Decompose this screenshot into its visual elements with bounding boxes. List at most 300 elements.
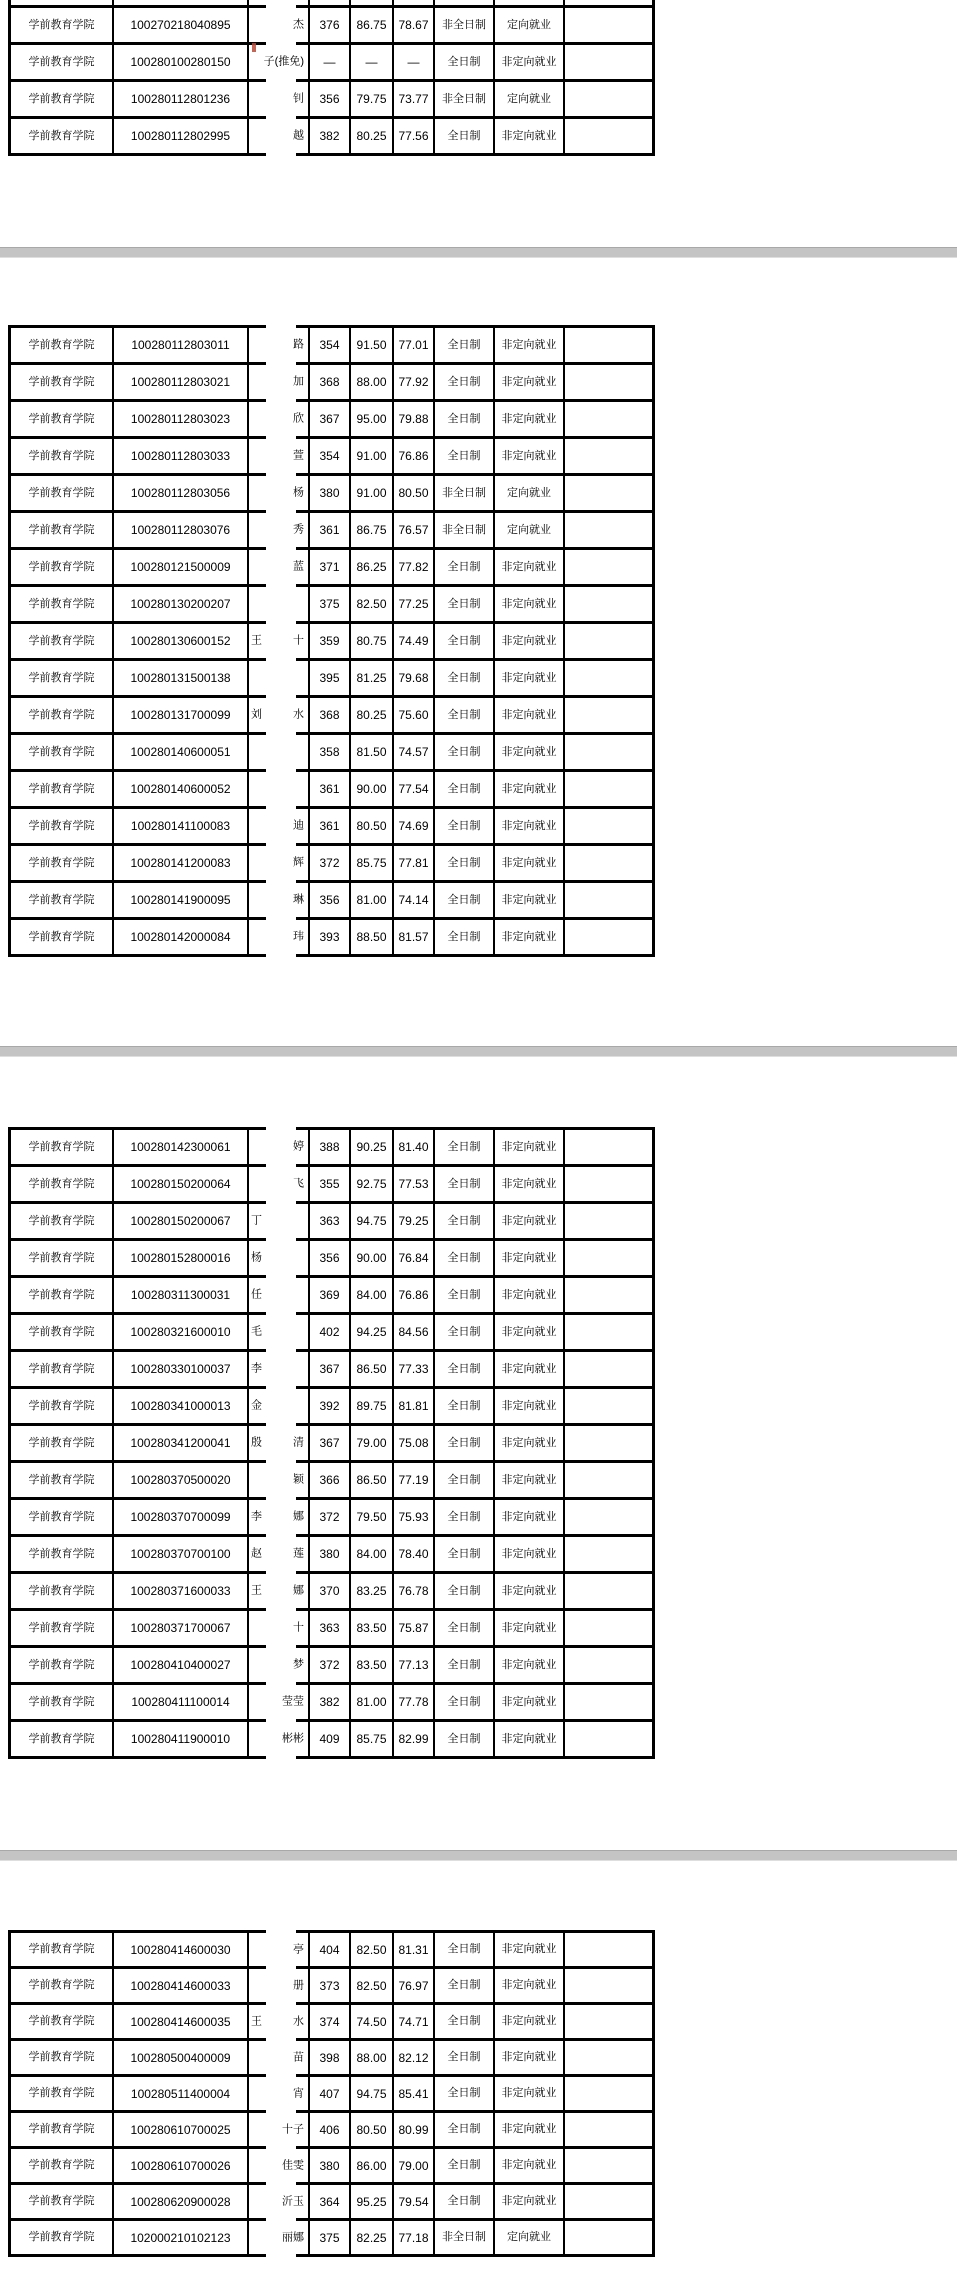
- college-cell: 学前教育学院: [11, 439, 114, 473]
- table-row: [11, 2077, 652, 2113]
- college-cell: 学前教育学院: [11, 1500, 114, 1534]
- table-row: [11, 2221, 652, 2254]
- table-row: [11, 1648, 652, 1685]
- initial-score-cell: 404: [310, 1933, 351, 1966]
- employment-type-cell: 非定向就业: [495, 661, 565, 695]
- candidate-id-cell: 100280112801236: [114, 82, 249, 116]
- study-mode-cell: 全日制: [435, 2041, 495, 2074]
- employment-type-cell: 非定向就业: [495, 1574, 565, 1608]
- name-fragment-right: 迪: [293, 819, 304, 832]
- study-mode-cell: 全日制: [435, 550, 495, 584]
- candidate-id-cell: 100280371600033: [114, 1574, 249, 1608]
- table-row: [11, 1241, 652, 1278]
- remark-cell: [565, 328, 636, 362]
- study-mode-cell: 全日制: [435, 1611, 495, 1645]
- total-score-cell: 81.57: [394, 920, 435, 954]
- table-row: [11, 1463, 652, 1500]
- initial-score-cell: 372: [310, 1500, 351, 1534]
- candidate-id-cell: 100280411900010: [114, 1722, 249, 1756]
- initial-score-cell: 369: [310, 1278, 351, 1312]
- page-separator: [0, 1046, 957, 1057]
- study-mode-cell: 全日制: [435, 1278, 495, 1312]
- total-score-cell: 74.71: [394, 2005, 435, 2038]
- remark-cell: [565, 2041, 636, 2074]
- candidate-id-cell: 100280370700099: [114, 1500, 249, 1534]
- employment-type-cell: 非定向就业: [495, 698, 565, 732]
- study-mode-cell: 非全日制: [435, 2221, 495, 2254]
- retest-score-cell: 89.75: [351, 1389, 394, 1423]
- study-mode-cell: 全日制: [435, 1352, 495, 1386]
- initial-score-cell: 368: [310, 698, 351, 732]
- remark-cell: [565, 1933, 636, 1966]
- college-cell: 学前教育学院: [11, 1969, 114, 2002]
- retest-score-cell: 84.00: [351, 1278, 394, 1312]
- table-row: [11, 809, 652, 846]
- table-row: [11, 513, 652, 550]
- study-mode-cell: 全日制: [435, 2077, 495, 2110]
- initial-score-cell: 392: [310, 1389, 351, 1423]
- table-row: [11, 1315, 652, 1352]
- initial-score-cell: 364: [310, 2185, 351, 2218]
- remark-cell: [565, 82, 636, 116]
- remark-cell: [565, 1722, 636, 1756]
- retest-score-cell: 91.50: [351, 328, 394, 362]
- total-score-cell: 77.54: [394, 772, 435, 806]
- table-row: [11, 82, 652, 119]
- candidate-id-cell: 100280410400027: [114, 1648, 249, 1682]
- name-fragment-right: 十: [293, 1621, 304, 1634]
- study-mode-cell: 全日制: [435, 1574, 495, 1608]
- remark-cell: [565, 1685, 636, 1719]
- study-mode-cell: 全日制: [435, 698, 495, 732]
- candidate-id-cell: 100280100280150: [114, 45, 249, 79]
- name-fragment-left: 李: [251, 1362, 262, 1375]
- employment-type-cell: 非定向就业: [495, 1648, 565, 1682]
- total-score-cell: 77.53: [394, 1167, 435, 1201]
- study-mode-cell: 全日制: [435, 624, 495, 658]
- retest-score-cell: 94.75: [351, 1204, 394, 1238]
- retest-score-cell: 86.50: [351, 1352, 394, 1386]
- total-score-cell: 82.99: [394, 1722, 435, 1756]
- name-fragment-left: 王: [251, 634, 262, 647]
- employment-type-cell: 非定向就业: [495, 1611, 565, 1645]
- table-row: [11, 1204, 652, 1241]
- remark-cell: [565, 1278, 636, 1312]
- study-mode-cell: 非全日制: [435, 82, 495, 116]
- table-row: [11, 439, 652, 476]
- remark-cell: [565, 1969, 636, 2002]
- table-row: [11, 661, 652, 698]
- name-fragment-right: 辉: [293, 856, 304, 869]
- college-cell: [11, 0, 114, 5]
- remark-cell: [565, 1537, 636, 1571]
- total-score-cell: 74.49: [394, 624, 435, 658]
- college-cell: 学前教育学院: [11, 624, 114, 658]
- total-score-cell: 75.93: [394, 1500, 435, 1534]
- study-mode-cell: 全日制: [435, 2005, 495, 2038]
- retest-score-cell: 81.00: [351, 883, 394, 917]
- candidate-id-cell: 100280140600052: [114, 772, 249, 806]
- college-cell: 学前教育学院: [11, 82, 114, 116]
- initial-score-cell: 382: [310, 119, 351, 153]
- table-row: [11, 1278, 652, 1315]
- total-score-cell: 77.33: [394, 1352, 435, 1386]
- college-cell: 学前教育学院: [11, 1685, 114, 1719]
- employment-type-cell: 非定向就业: [495, 1933, 565, 1966]
- employment-type-cell: 非定向就业: [495, 1278, 565, 1312]
- remark-cell: [565, 0, 636, 5]
- remark-cell: [565, 45, 636, 79]
- name-fragment-right: 加: [293, 375, 304, 388]
- table-row: [11, 920, 652, 954]
- name-fragment-right: 玮: [293, 930, 304, 943]
- redaction-overlay: [266, 0, 296, 162]
- initial-score-cell: [310, 0, 351, 5]
- total-score-cell: 79.54: [394, 2185, 435, 2218]
- retest-score-cell: 82.50: [351, 1969, 394, 2002]
- retest-score-cell: 86.75: [351, 513, 394, 547]
- college-cell: 学前教育学院: [11, 328, 114, 362]
- candidate-id-cell: 100280411100014: [114, 1685, 249, 1719]
- employment-type-cell: 非定向就业: [495, 2041, 565, 2074]
- initial-score-cell: 371: [310, 550, 351, 584]
- page-separator: [0, 1850, 957, 1861]
- name-fragment-right: 子(推免): [263, 55, 304, 68]
- retest-score-cell: 79.50: [351, 1500, 394, 1534]
- candidate-id-cell: 100280414600033: [114, 1969, 249, 2002]
- study-mode-cell: 全日制: [435, 587, 495, 621]
- candidate-id-cell: 100280141900095: [114, 883, 249, 917]
- name-fragment-right: 苗: [293, 2051, 304, 2063]
- retest-score-cell: 94.75: [351, 2077, 394, 2110]
- candidate-id-cell: 100280311300031: [114, 1278, 249, 1312]
- study-mode-cell: 全日制: [435, 439, 495, 473]
- candidate-id-cell: 100280130600152: [114, 624, 249, 658]
- employment-type-cell: 非定向就业: [495, 1389, 565, 1423]
- study-mode-cell: 全日制: [435, 1130, 495, 1164]
- total-score-cell: 75.60: [394, 698, 435, 732]
- total-score-cell: 79.00: [394, 2149, 435, 2182]
- study-mode-cell: 非全日制: [435, 476, 495, 510]
- name-fragment-right: 杰: [293, 18, 304, 31]
- candidate-id-cell: 100280370500020: [114, 1463, 249, 1497]
- retest-score-cell: 80.50: [351, 809, 394, 843]
- initial-score-cell: 359: [310, 624, 351, 658]
- candidate-id-cell: 100280141100083: [114, 809, 249, 843]
- college-cell: 学前教育学院: [11, 735, 114, 769]
- college-cell: 学前教育学院: [11, 45, 114, 79]
- study-mode-cell: 全日制: [435, 1722, 495, 1756]
- total-score-cell: 76.97: [394, 1969, 435, 2002]
- name-fragment-right: 十: [293, 634, 304, 647]
- college-cell: 学前教育学院: [11, 365, 114, 399]
- total-score-cell: [394, 0, 435, 5]
- employment-type-cell: 非定向就业: [495, 1685, 565, 1719]
- study-mode-cell: 全日制: [435, 2185, 495, 2218]
- initial-score-cell: 361: [310, 809, 351, 843]
- remark-cell: [565, 809, 636, 843]
- remark-cell: [565, 513, 636, 547]
- candidate-id-cell: 100280112803033: [114, 439, 249, 473]
- retest-score-cell: 88.00: [351, 2041, 394, 2074]
- initial-score-cell: 368: [310, 365, 351, 399]
- employment-type-cell: 非定向就业: [495, 1722, 565, 1756]
- college-cell: 学前教育学院: [11, 698, 114, 732]
- initial-score-cell: 361: [310, 772, 351, 806]
- name-fragment-right: 丽娜: [282, 2231, 304, 2243]
- table-row: [11, 1933, 652, 1969]
- redaction-overlay: [266, 1121, 296, 1765]
- total-score-cell: 76.78: [394, 1574, 435, 1608]
- total-score-cell: 73.77: [394, 82, 435, 116]
- study-mode-cell: 全日制: [435, 883, 495, 917]
- total-score-cell: 78.40: [394, 1537, 435, 1571]
- retest-score-cell: 92.75: [351, 1167, 394, 1201]
- initial-score-cell: 354: [310, 439, 351, 473]
- college-cell: 学前教育学院: [11, 1574, 114, 1608]
- table-row: [11, 2113, 652, 2149]
- initial-score-cell: 363: [310, 1611, 351, 1645]
- study-mode-cell: 全日制: [435, 1933, 495, 1966]
- remark-cell: [565, 1389, 636, 1423]
- candidate-id-cell: 100270218040895: [114, 8, 249, 42]
- total-score-cell: 77.56: [394, 119, 435, 153]
- remark-cell: [565, 2221, 636, 2254]
- remark-cell: [565, 698, 636, 732]
- study-mode-cell: 全日制: [435, 1389, 495, 1423]
- college-cell: 学前教育学院: [11, 1315, 114, 1349]
- remark-cell: [565, 1611, 636, 1645]
- table-row: [11, 1500, 652, 1537]
- total-score-cell: 82.12: [394, 2041, 435, 2074]
- total-score-cell: 79.68: [394, 661, 435, 695]
- study-mode-cell: 全日制: [435, 1315, 495, 1349]
- initial-score-cell: 409: [310, 1722, 351, 1756]
- name-fragment-left: 刘: [251, 708, 262, 721]
- study-mode-cell: 非全日制: [435, 513, 495, 547]
- remark-cell: [565, 550, 636, 584]
- retest-score-cell: 80.75: [351, 624, 394, 658]
- remark-cell: [565, 2113, 636, 2146]
- retest-score-cell: 84.00: [351, 1537, 394, 1571]
- candidate-id-cell: 100280330100037: [114, 1352, 249, 1386]
- name-fragment-right: 萱: [293, 449, 304, 462]
- remark-cell: [565, 365, 636, 399]
- total-score-cell: 78.67: [394, 8, 435, 42]
- name-fragment-left: 丁: [251, 1214, 262, 1227]
- candidate-id-cell: 100280414600030: [114, 1933, 249, 1966]
- table-row: [11, 2005, 652, 2041]
- retest-score-cell: 85.75: [351, 846, 394, 880]
- candidate-id-cell: 100280121500009: [114, 550, 249, 584]
- employment-type-cell: 非定向就业: [495, 439, 565, 473]
- table-row: [11, 1389, 652, 1426]
- retest-score-cell: 79.00: [351, 1426, 394, 1460]
- initial-score-cell: 406: [310, 2113, 351, 2146]
- retest-score-cell: 85.75: [351, 1722, 394, 1756]
- retest-score-cell: 86.50: [351, 1463, 394, 1497]
- college-cell: 学前教育学院: [11, 2077, 114, 2110]
- employment-type-cell: 非定向就业: [495, 920, 565, 954]
- employment-type-cell: 非定向就业: [495, 45, 565, 79]
- remark-cell: [565, 2005, 636, 2038]
- retest-score-cell: 82.50: [351, 587, 394, 621]
- candidate-id-cell: 100280610700025: [114, 2113, 249, 2146]
- total-score-cell: 76.57: [394, 513, 435, 547]
- initial-score-cell: 402: [310, 1315, 351, 1349]
- employment-type-cell: 非定向就业: [495, 1463, 565, 1497]
- retest-score-cell: 79.75: [351, 82, 394, 116]
- candidate-id-cell: 100280610700026: [114, 2149, 249, 2182]
- college-cell: 学前教育学院: [11, 2221, 114, 2254]
- college-cell: 学前教育学院: [11, 1204, 114, 1238]
- initial-score-cell: 355: [310, 1167, 351, 1201]
- college-cell: 学前教育学院: [11, 1537, 114, 1571]
- study-mode-cell: 全日制: [435, 365, 495, 399]
- college-cell: 学前教育学院: [11, 402, 114, 436]
- retest-score-cell: 81.00: [351, 1685, 394, 1719]
- college-cell: 学前教育学院: [11, 2005, 114, 2038]
- retest-score-cell: 91.00: [351, 476, 394, 510]
- retest-score-cell: 88.50: [351, 920, 394, 954]
- employment-type-cell: 非定向就业: [495, 1130, 565, 1164]
- employment-type-cell: 非定向就业: [495, 772, 565, 806]
- study-mode-cell: 全日制: [435, 772, 495, 806]
- name-fragment-left: 杨: [251, 1251, 262, 1264]
- candidate-id-cell: 102000210102123: [114, 2221, 249, 2254]
- candidate-id-cell: 100280131500138: [114, 661, 249, 695]
- table-row: [11, 772, 652, 809]
- total-score-cell: 77.81: [394, 846, 435, 880]
- employment-type-cell: 非定向就业: [495, 328, 565, 362]
- candidate-id-cell: 100280142000084: [114, 920, 249, 954]
- name-fragment-right: 蓝: [293, 560, 304, 573]
- retest-score-cell: 80.25: [351, 698, 394, 732]
- retest-score-cell: 81.50: [351, 735, 394, 769]
- candidate-id-cell: 100280112802995: [114, 119, 249, 153]
- initial-score-cell: 367: [310, 1426, 351, 1460]
- table-row: [11, 365, 652, 402]
- initial-score-cell: 356: [310, 1241, 351, 1275]
- college-cell: 学前教育学院: [11, 846, 114, 880]
- name-fragment-right: 莲: [293, 1547, 304, 1560]
- employment-type-cell: 非定向就业: [495, 119, 565, 153]
- remark-cell: [565, 1167, 636, 1201]
- employment-type-cell: 非定向就业: [495, 402, 565, 436]
- study-mode-cell: 全日制: [435, 735, 495, 769]
- initial-score-cell: 367: [310, 402, 351, 436]
- admission-table-page-3: [8, 1127, 655, 1759]
- total-score-cell: 77.92: [394, 365, 435, 399]
- study-mode-cell: 全日制: [435, 1204, 495, 1238]
- page-separator: [0, 247, 957, 258]
- remark-cell: [565, 2149, 636, 2182]
- initial-score-cell: 393: [310, 920, 351, 954]
- admission-table-page-1: [8, 0, 655, 156]
- name-fragment-right: 娜: [293, 1510, 304, 1523]
- initial-score-cell: 374: [310, 2005, 351, 2038]
- admission-table-page-2: [8, 325, 655, 957]
- college-cell: 学前教育学院: [11, 883, 114, 917]
- table-row: [11, 1167, 652, 1204]
- study-mode-cell: 全日制: [435, 661, 495, 695]
- total-score-cell: 77.18: [394, 2221, 435, 2254]
- remark-cell: [565, 119, 636, 153]
- redaction-overlay: [266, 1924, 296, 2263]
- employment-type-cell: 非定向就业: [495, 365, 565, 399]
- table-row: [11, 2041, 652, 2077]
- name-fragment-left: 殷: [251, 1436, 262, 1449]
- name-fragment-right: 杨: [293, 486, 304, 499]
- employment-type-cell: [495, 0, 565, 5]
- employment-type-cell: 非定向就业: [495, 2113, 565, 2146]
- initial-score-cell: 363: [310, 1204, 351, 1238]
- table-row: [11, 624, 652, 661]
- retest-score-cell: 90.25: [351, 1130, 394, 1164]
- initial-score-cell: 358: [310, 735, 351, 769]
- name-fragment-right: 梦: [293, 1658, 304, 1671]
- name-fragment-right: 娜: [293, 1584, 304, 1597]
- table-row: [11, 45, 652, 82]
- study-mode-cell: 全日制: [435, 328, 495, 362]
- name-fragment-right: 册: [293, 1979, 304, 1991]
- retest-score-cell: 80.25: [351, 119, 394, 153]
- candidate-id-cell: [114, 0, 249, 5]
- total-score-cell: 81.40: [394, 1130, 435, 1164]
- employment-type-cell: 定向就业: [495, 82, 565, 116]
- college-cell: 学前教育学院: [11, 1722, 114, 1756]
- candidate-id-cell: 100280142300061: [114, 1130, 249, 1164]
- name-fragment-right: 彬彬: [282, 1732, 304, 1745]
- table-row: [11, 1685, 652, 1722]
- total-score-cell: 74.14: [394, 883, 435, 917]
- study-mode-cell: 全日制: [435, 920, 495, 954]
- employment-type-cell: 非定向就业: [495, 809, 565, 843]
- employment-type-cell: 非定向就业: [495, 846, 565, 880]
- table-row: [11, 587, 652, 624]
- initial-score-cell: 370: [310, 1574, 351, 1608]
- employment-type-cell: 定向就业: [495, 513, 565, 547]
- name-fragment-right: 琳: [293, 893, 304, 906]
- employment-type-cell: 非定向就业: [495, 550, 565, 584]
- name-fragment-right: 路: [293, 338, 304, 351]
- employment-type-cell: 非定向就业: [495, 1352, 565, 1386]
- college-cell: 学前教育学院: [11, 772, 114, 806]
- initial-score-cell: 375: [310, 587, 351, 621]
- employment-type-cell: 非定向就业: [495, 2077, 565, 2110]
- total-score-cell: 74.69: [394, 809, 435, 843]
- remark-cell: [565, 624, 636, 658]
- name-fragment-left: 王: [251, 1584, 262, 1597]
- name-fragment-right: 婷: [293, 1140, 304, 1153]
- redaction-overlay: [266, 319, 296, 963]
- study-mode-cell: 全日制: [435, 119, 495, 153]
- study-mode-cell: 全日制: [435, 1500, 495, 1534]
- college-cell: 学前教育学院: [11, 513, 114, 547]
- name-fragment-right: 清: [293, 1436, 304, 1449]
- candidate-id-cell: 100280141200083: [114, 846, 249, 880]
- remark-cell: [565, 1204, 636, 1238]
- study-mode-cell: 全日制: [435, 1537, 495, 1571]
- retest-score-cell: [351, 0, 394, 5]
- table-row: [11, 550, 652, 587]
- name-fragment-left: 李: [251, 1510, 262, 1523]
- remark-cell: [565, 2185, 636, 2218]
- retest-score-cell: 74.50: [351, 2005, 394, 2038]
- total-score-cell: 77.19: [394, 1463, 435, 1497]
- remark-cell: [565, 735, 636, 769]
- candidate-id-cell: 100280321600010: [114, 1315, 249, 1349]
